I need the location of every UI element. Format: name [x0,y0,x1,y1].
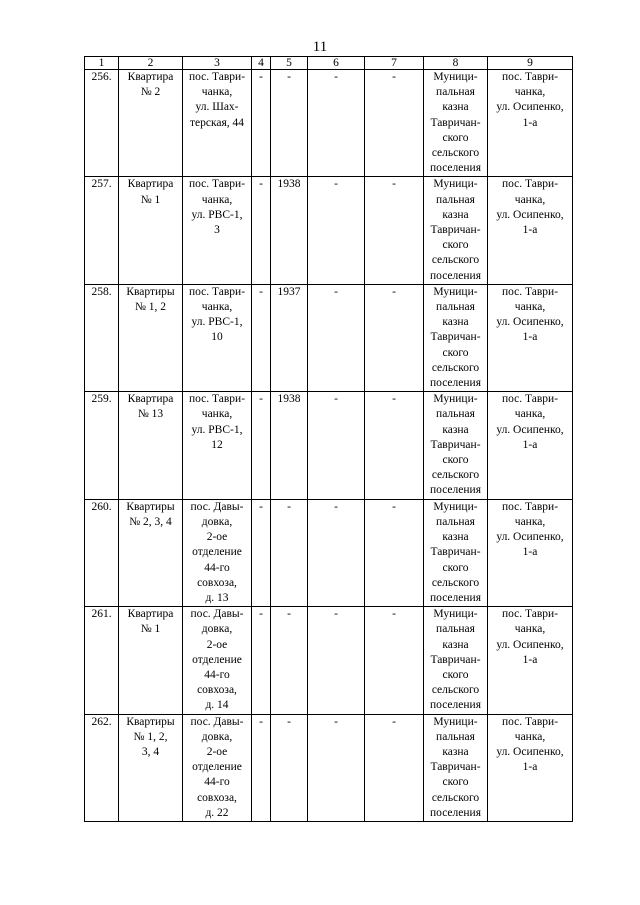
object-address-line: 44-го [204,668,230,681]
object-address-line: отделение [192,546,242,559]
object-address-line: совхоза, [197,576,237,589]
col4-value: - [252,714,271,821]
col7-value: - [365,284,424,391]
holder-address [488,177,573,284]
holder-address-line: ул. Осипенко, [496,316,564,329]
page-number: 11 [312,39,328,55]
owner-line: казна [442,745,469,758]
col7-value: - [365,499,424,606]
owner-line: Муници- [433,608,478,621]
year-built: - [271,70,308,177]
owner-line: Тавричан- [430,116,481,129]
holder-address-line: пос. Таври- [501,178,559,191]
object-address-line: пос. Таври- [188,285,246,298]
owner-line: ского [442,668,469,681]
holder-address-line: чанка, [514,623,546,636]
holder-address-line: ул. Осипенко, [496,208,564,221]
object-address-line: пос. Давы- [190,608,244,621]
holder-address [488,607,573,714]
owner-line: ского [442,239,469,252]
row-number: 260. [85,499,119,606]
property-registry-table [84,56,573,822]
col7-value: - [365,70,424,177]
owner-line: казна [442,423,469,436]
owner-line: Муници- [433,393,478,406]
holder-address-line: ул. Осипенко, [496,423,564,436]
table-row [85,714,573,821]
row-number: 256. [85,70,119,177]
holder-address-line: ул. Осипенко, [496,745,564,758]
owner-line: сельского [431,361,480,374]
object-address-line: пос. Давы- [190,500,244,513]
table-row [85,392,573,499]
col6-value: - [308,499,365,606]
object-name [119,70,183,177]
column-number-2: 2 [119,57,183,70]
row-number: 261. [85,607,119,714]
year-built: - [271,714,308,821]
owner-line: пальная [436,86,475,99]
object-name-line: Квартира [127,393,174,406]
holder-address [488,499,573,606]
object-address [183,499,252,606]
owner-line: пальная [436,623,475,636]
holder-address-line: пос. Таври- [501,715,559,728]
year-built: 1938 [271,177,308,284]
holder-address-line: 1-а [522,224,538,237]
object-address-line: терская, 44 [189,116,245,129]
object-address-line: ул. РВС-1, [191,208,243,221]
owner-line: Муници- [433,178,478,191]
holder-address-line: 1-а [522,116,538,129]
col4-value: - [252,499,271,606]
table-row [85,607,573,714]
holder-address-line: чанка, [514,301,546,314]
year-built: - [271,607,308,714]
row-number: 262. [85,714,119,821]
object-address-line: 2-ое [206,531,228,544]
owner-line: Тавричан- [430,761,481,774]
owner-line: Тавричан- [430,653,481,666]
owner-line: ского [442,131,469,144]
column-number-5: 5 [271,57,308,70]
owner-line: Муници- [433,500,478,513]
holder-address-line: чанка, [514,408,546,421]
owner-line: Тавричан- [430,224,481,237]
object-address-line: 44-го [204,776,230,789]
col4-value: - [252,284,271,391]
object-address-line: чанка, [201,86,233,99]
object-address [183,607,252,714]
object-address-line: 12 [211,438,223,451]
row-number: 258. [85,284,119,391]
object-address-line: пос. Таври- [188,178,246,191]
object-address-line: пос. Таври- [188,393,246,406]
col7-value: - [365,177,424,284]
holder-address-line: ул. Осипенко, [496,531,564,544]
object-address-line: д. 14 [205,699,229,712]
holder-address-line: 1-а [522,438,538,451]
object-name [119,714,183,821]
col7-value: - [365,607,424,714]
object-address-line: чанка, [201,408,233,421]
col7-value: - [365,392,424,499]
object-address-line: д. 22 [205,806,229,819]
holder-address-line: ул. Осипенко, [496,101,564,114]
object-name-line: № 1, 2, [133,730,168,743]
holder-address-line: ул. Осипенко, [496,638,564,651]
table-row [85,499,573,606]
holder-address-line: 1-а [522,546,538,559]
owner-line: сельского [431,147,480,160]
col6-value: - [308,714,365,821]
object-name [119,499,183,606]
owner-line: сельского [431,684,480,697]
col4-value: - [252,607,271,714]
object-address-line: довка, [201,515,233,528]
holder-address-line: 1-а [522,653,538,666]
owner-line: поселения [430,377,481,390]
owner [424,499,488,606]
object-address-line: довка, [201,730,233,743]
object-name-line: Квартиры [126,285,175,298]
column-number-6: 6 [308,57,365,70]
holder-address-line: 1-а [522,761,538,774]
owner-line: Муници- [433,715,478,728]
object-name [119,392,183,499]
owner-line: пальная [436,301,475,314]
owner-line: казна [442,531,469,544]
object-name-line: № 2 [140,86,161,99]
object-name-line: № 13 [137,408,164,421]
year-built: 1938 [271,392,308,499]
object-address-line: пос. Таври- [188,71,246,83]
owner-line: казна [442,208,469,221]
object-address-line: д. 13 [205,591,229,604]
holder-address-line: чанка, [514,515,546,528]
object-name-line: № 1 [140,193,161,206]
holder-address-line: пос. Таври- [501,285,559,298]
object-address-line: чанка, [201,193,233,206]
object-address-line: 44-го [204,561,230,574]
owner-line: казна [442,101,469,114]
year-built: - [271,499,308,606]
owner-line: Тавричан- [430,438,481,451]
row-number: 259. [85,392,119,499]
owner-line: ского [442,454,469,467]
year-built: 1937 [271,284,308,391]
column-number-7: 7 [365,57,424,70]
holder-address-line: пос. Таври- [501,393,559,406]
object-address-line: 2-ое [206,638,228,651]
col6-value: - [308,607,365,714]
object-name-line: № 1, 2 [134,301,167,314]
object-address-line: ул. РВС-1, [191,423,243,436]
object-name [119,177,183,284]
holder-address-line: чанка, [514,193,546,206]
object-name-line: 3, 4 [141,745,160,758]
object-address-line: 3 [214,224,220,237]
owner [424,607,488,714]
object-address-line: 2-ое [206,745,228,758]
object-address-line: пос. Давы- [190,715,244,728]
object-address [183,714,252,821]
table-row [85,177,573,284]
owner [424,714,488,821]
owner [424,177,488,284]
row-number: 257. [85,177,119,284]
object-name-line: Квартиры [126,500,175,513]
holder-address [488,70,573,177]
col4-value: - [252,70,271,177]
owner-line: поселения [430,269,481,282]
holder-address [488,392,573,499]
owner-line: сельского [431,254,480,267]
object-name-line: Квартиры [126,715,175,728]
owner-line: ского [442,776,469,789]
object-name [119,284,183,391]
table-row [85,284,573,391]
object-address-line: ул. Шах- [195,101,239,114]
column-number-8: 8 [424,57,488,70]
holder-address [488,714,573,821]
object-address-line: совхоза, [197,791,237,804]
object-name-line: Квартира [127,178,174,191]
holder-address-line: пос. Таври- [501,71,559,83]
holder-address-line: чанка, [514,86,546,99]
col6-value: - [308,177,365,284]
owner-line: Тавричан- [430,331,481,344]
column-number-1: 1 [85,57,119,70]
col6-value: - [308,392,365,499]
owner-line: казна [442,316,469,329]
owner [424,284,488,391]
col6-value: - [308,70,365,177]
owner-line: поселения [430,162,481,175]
object-address-line: чанка, [201,301,233,314]
object-address-line: ул. РВС-1, [191,316,243,329]
table-body [85,70,573,822]
owner-line: поселения [430,806,481,819]
owner-line: Тавричан- [430,546,481,559]
owner-line: пальная [436,515,475,528]
object-address-line: совхоза, [197,684,237,697]
object-name [119,607,183,714]
table-row [85,70,573,177]
col4-value: - [252,392,271,499]
owner-line: пальная [436,408,475,421]
holder-address [488,284,573,391]
column-number-header-row [85,57,573,70]
holder-address-line: пос. Таври- [501,608,559,621]
owner-line: Муници- [433,71,478,83]
object-address-line: отделение [192,761,242,774]
owner-line: сельского [431,576,480,589]
object-address-line: 10 [211,331,223,344]
column-number-4: 4 [252,57,271,70]
owner-line: ского [442,561,469,574]
owner-line: поселения [430,484,481,497]
column-number-3: 3 [183,57,252,70]
owner-line: сельского [431,791,480,804]
object-name-line: Квартира [127,71,174,83]
object-address-line: довка, [201,623,233,636]
col7-value: - [365,714,424,821]
object-name-line: Квартира [127,608,174,621]
column-number-9: 9 [488,57,573,70]
owner-line: поселения [430,591,481,604]
owner-line: поселения [430,699,481,712]
object-address [183,392,252,499]
owner-line: казна [442,638,469,651]
object-name-line: № 2, 3, 4 [129,515,172,528]
owner-line: ского [442,346,469,359]
object-name-line: № 1 [140,623,161,636]
holder-address-line: 1-а [522,331,538,344]
holder-address-line: пос. Таври- [501,500,559,513]
object-address [183,177,252,284]
object-address [183,70,252,177]
owner-line: пальная [436,730,475,743]
col6-value: - [308,284,365,391]
owner-line: сельского [431,469,480,482]
owner [424,392,488,499]
holder-address-line: чанка, [514,730,546,743]
col4-value: - [252,177,271,284]
owner-line: Муници- [433,285,478,298]
owner [424,70,488,177]
object-address-line: отделение [192,653,242,666]
owner-line: пальная [436,193,475,206]
object-address [183,284,252,391]
